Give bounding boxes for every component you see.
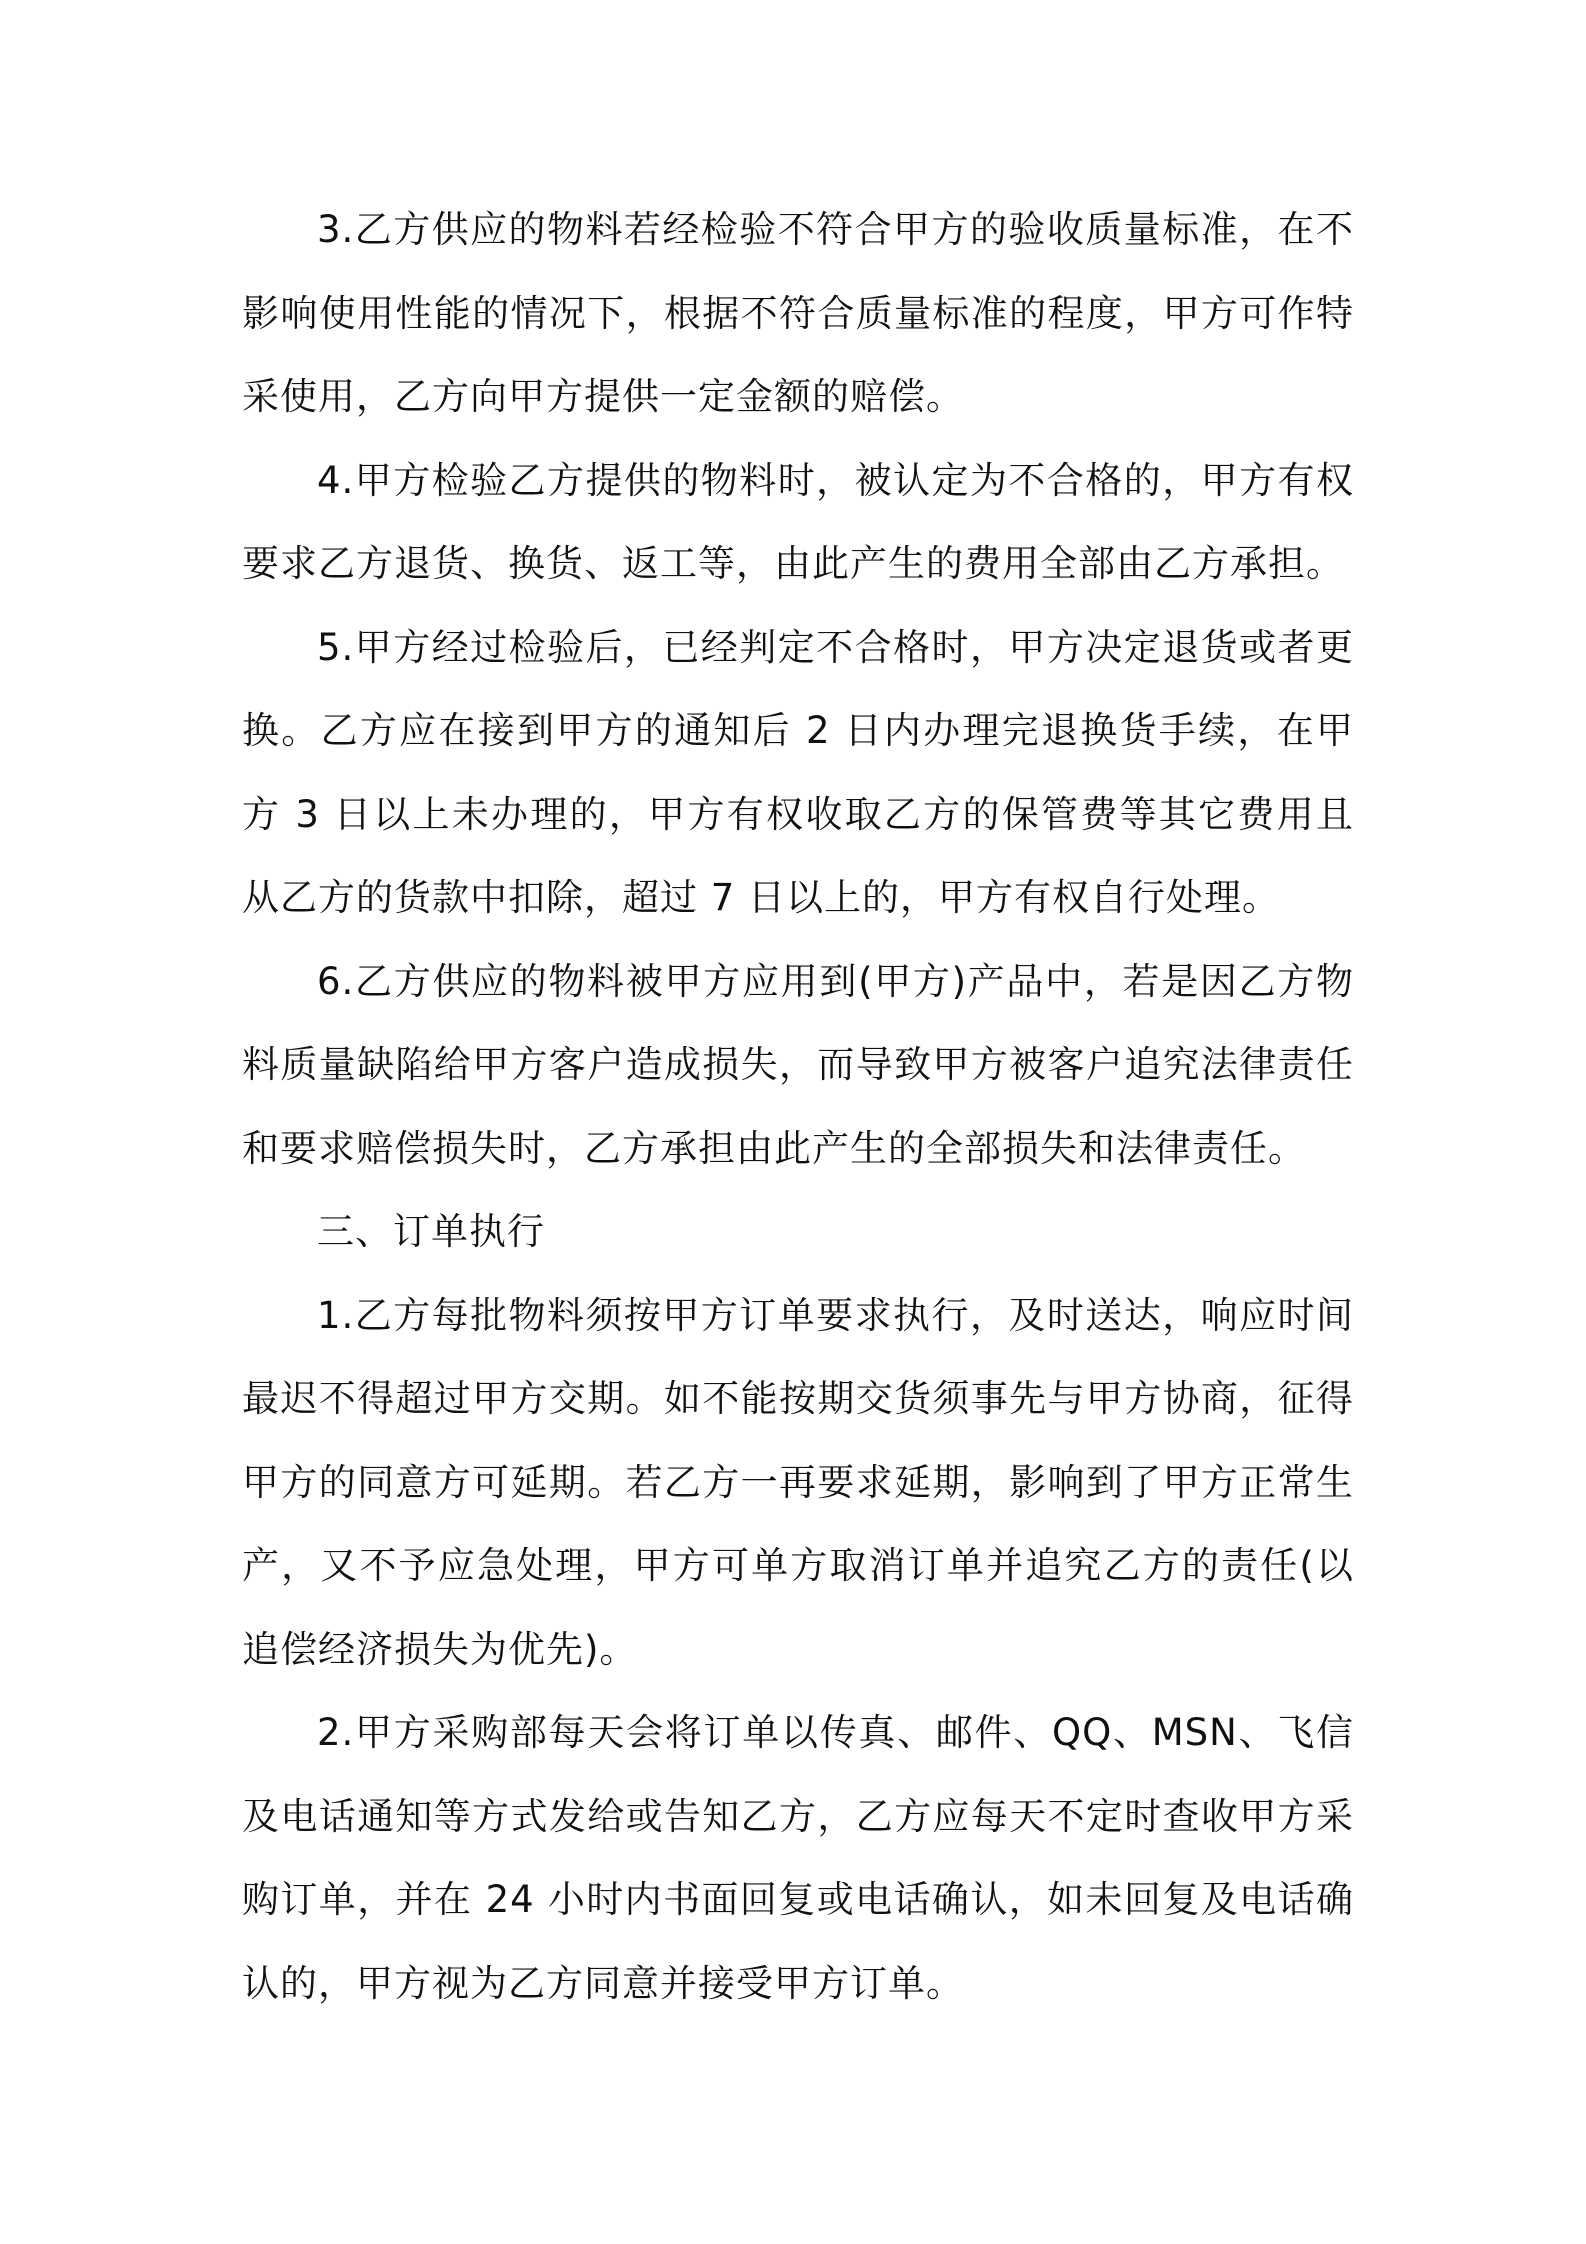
clause-paragraph: 4.甲方检验乙方提供的物料时，被认定为不合格的，甲方有权要求乙方退货、换货、返工等，由此产生的费用全部由乙方承担。 [242, 458, 1354, 585]
document-body [242, 188, 1354, 2025]
clause-paragraph: 1.乙方每批物料须按甲方订单要求执行，及时送达，响应时间最迟不得超过甲方交期。如不能按期交货须事先与甲方协商，征得甲方的同意方可延期。若乙方一再要求延期，影响到了甲方正常生产，又不予应急处理，甲方可单方取消订单并追究乙方的责任(以追偿经济损失为优先)。 [242, 1293, 1354, 1671]
section-heading: 三、订单执行 [317, 1210, 545, 1253]
clause-paragraph: 3.乙方供应的物料若经检验不符合甲方的验收质量标准，在不影响使用性能的情况下，根据不符合质量标准的程度，甲方可作特采使用，乙方向甲方提供一定金额的赔偿。 [242, 208, 1354, 418]
clause-paragraph: 6.乙方供应的物料被甲方应用到(甲方)产品中，若是因乙方物料质量缺陷给甲方客户造成损失，而导致甲方被客户追究法律责任和要求赔偿损失时，乙方承担由此产生的全部损失和法律责任。 [242, 959, 1354, 1170]
clause-paragraph: 5.甲方经过检验后，已经判定不合格时，甲方决定退货或者更换。乙方应在接到甲方的通知后 2 日内办理完退换货手续，在甲方 3 日以上未办理的，甲方有权收取乙方的保管费等其它费用且从乙方的货款中扣除，超过 7 日以上的，甲方有权自行处理。 [242, 625, 1354, 919]
clause-paragraph: 2.甲方采购部每天会将订单以传真、邮件、QQ、MSN、飞信及电话通知等方式发给或告知乙方，乙方应每天不定时查收甲方采购订单，并在 24 小时内书面回复或电话确认，如未回复及电话确认的，甲方视为乙方同意并接受甲方订单。 [242, 1711, 1354, 2005]
